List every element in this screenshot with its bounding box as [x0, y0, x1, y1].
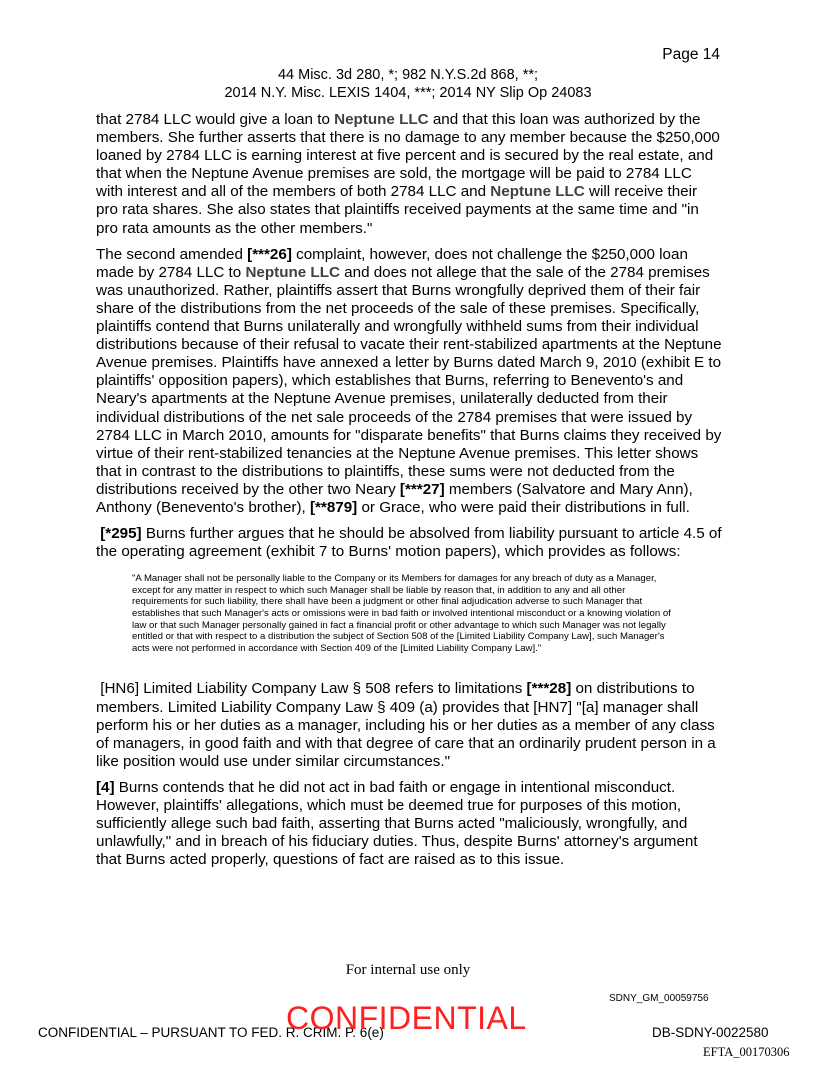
party-name: Neptune LLC: [245, 263, 340, 281]
citation-header: [0, 66, 816, 102]
page-number: Page 14: [662, 46, 720, 63]
page-marker: [*295]: [100, 525, 142, 543]
citation-line-1: 44 Misc. 3d 280, *; 982 N.Y.S.2d 868, **;: [277, 67, 539, 83]
paragraph-1: that 2784 LLC would give a loan to Neptune LLC and that this loan was authorized by the members. She further asserts that there is no damage to any member because the $250,000 loaned by 2784 LLC is earning interest at five percent and is secured by the real estate, and that when the Neptune Avenue premises are sold, the mortgage will be paid to 2784 LLC with interest and all of the members of both 2784 LLC and Neptune LLC will receive their pro rata shares. She also states that plaintiffs received payments at the same time and "in pro rata amounts as the other members.": [96, 111, 720, 237]
page-marker: [***27]: [399, 480, 445, 498]
page-marker: [**879]: [309, 498, 358, 516]
opinion-body: [96, 111, 722, 877]
party-name: Neptune LLC: [490, 183, 585, 201]
block-quote: "A Manager shall not be personally liable to the Company or its Members for damages for any breach of duty as a Manager, except for any matter in respect to which such Manager shall be liable by reason that, in addition to any and all other requirements for such liability, there shall have been a judgment or other final adjudication adverse to such Manager that establishes that such Manager's acts or omissions were in bad faith or involved intentional misconduct or a knowing violation of law or that such Manager personally gained in fact a financial profit or other advantage to which such Manager was not legally entitled or that with respect to a distribution the subject of Section 508 of the [Limited Liability Company Law], such Manager's acts were not performed in accordance with Section 409 of the [Limited Liability Company Law].": [132, 573, 671, 654]
page-marker: [***26]: [247, 245, 292, 263]
bates-number-db-sdny: DB-SDNY-0022580: [652, 1025, 769, 1040]
paragraph-5: [4] Burns contends that he did not act in bad faith or engage in intentional misconduct. However, plaintiffs' allegations, which must be deemed true for purposes of this motion, sufficiently allege such bad faith, asserting that Burns acted "maliciously, wrongfully, and unlawfully," and in breach of his fiduciary duties. Thus, despite Burns' attorney's argument that Burns acted properly, questions of fact are raised as to this issue.: [96, 778, 698, 869]
internal-use-notice: For internal use only: [345, 962, 471, 978]
confidentiality-legend: CONFIDENTIAL – PURSUANT TO FED. R. CRIM. P. 6(e): [38, 1025, 384, 1040]
citation-line-2: 2014 N.Y. Misc. LEXIS 1404, ***; 2014 NY Slip Op 24083: [224, 85, 592, 101]
paragraph-4: [HN6] Limited Liability Company Law § 508 refers to limitations [***28] on distributions to members. Limited Liability Company Law § 409 (a) provides that [HN7] "[a] manager shall perform his or her duties as a manager, including his or her duties as a member of any class of managers, in good faith and with that degree of care that an ordinarily prudent person in a like position would use under similar circumstances.": [96, 680, 716, 770]
page-marker: [***28]: [526, 680, 572, 698]
paragraph-2: The second amended [***26] complaint, however, does not challenge the $250,000 loan made by 2784 LLC to Neptune LLC and does not allege that the sale of the 2784 premises was unauthorized. Rather, plaintiffs assert that Burns wrongfully deprived them of their fair share of the distributions from the net proceeds of the sale of these premises. Specifically, plaintiffs contend that Burns unilaterally and wrongfully withheld sums from their individual distributions because of their refusal to vacate their rent-stabilized apartments at the Neptune Avenue premises. Plaintiffs have annexed a letter by Burns dated March 9, 2010 (exhibit E to plaintiffs' opposition papers), which establishes that Burns, referring to Benevento's and Neary's apartments at the Neptune Avenue premises, unilaterally deducted from their individual distributions of the net sale proceeds of the 2784 premises that were issued by 2784 LLC in March 2010, amounts for "disparate benefits" that Burns claims they received by virtue of their rent-stabilized tenancies at the Neptune Avenue premises. This letter shows that in contrast to the distributions to plaintiffs, these sums were not deducted from the distributions received by the other two Neary [***27] members (Salvatore and Mary Ann), Anthony (Benevento's brother), [**879] or Grace, who were paid their distributions in full.: [96, 245, 722, 516]
bates-number-efta: EFTA_00170306: [703, 1045, 790, 1059]
confidential-stamp: CONFIDENTIAL: [286, 1000, 527, 1036]
headnote-marker: [4]: [96, 778, 115, 796]
paragraph-3: [*295] Burns further argues that he should be absolved from liability pursuant to article 4.5 of the operating agreement (exhibit 7 to Burns' motion papers), which provides as follows:: [96, 525, 722, 561]
bates-number-sdny-gm: SDNY_GM_00059756: [609, 993, 709, 1004]
party-name: Neptune LLC: [334, 111, 429, 128]
